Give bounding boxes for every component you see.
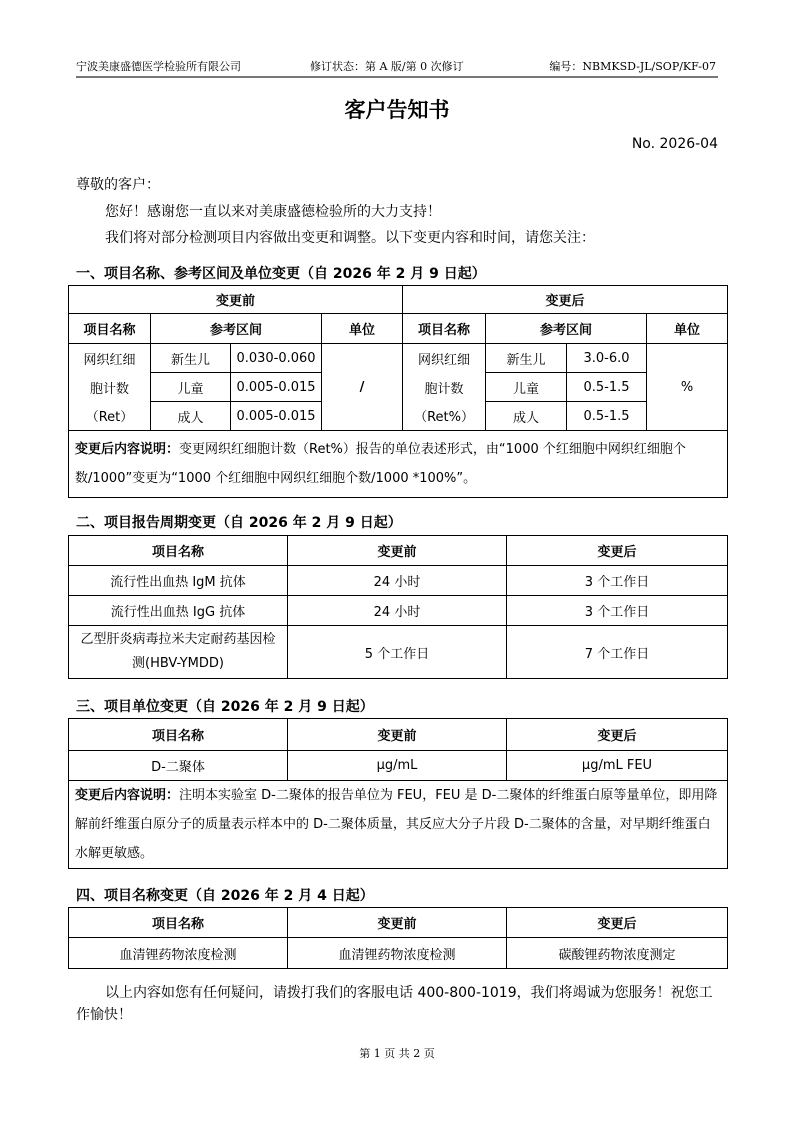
- closing-paragraph: 以上内容如您有任何疑问，请拨打我们的客服电话 400-800-1019，我们将竭诚为您服务！祝您工作愉快！: [76, 985, 713, 1023]
- doc-number: No. 2026-04: [631, 136, 718, 152]
- before-item-name: 网织红细: [69, 344, 151, 373]
- table-row: [69, 566, 728, 596]
- note-label: 变更后内容说明：: [75, 442, 180, 457]
- section3-note: [69, 781, 728, 869]
- before-item-name: （Ret）: [69, 402, 151, 431]
- note-text: 注明本实验室 D-二聚体的报告单位为 FEU，FEU 是 D-二聚体的纤维蛋白原等量单位，即用降解前纤维蛋白原分子的质量表示样本中的 D-二聚体质量，其反应大分子片段 D-二聚体的含量，对早期纤维蛋白水解更敏感。: [75, 788, 718, 861]
- header-revision: 修订状态：第 A 版/第 0 次修订: [310, 60, 464, 73]
- section2-heading: 二、项目报告周期变更（自 2026 年 2 月 9 日起）: [76, 515, 402, 531]
- col-header: 项目名称: [69, 536, 288, 566]
- range-cell: 0.005-0.015: [231, 373, 322, 402]
- section2-table: [68, 535, 728, 679]
- range-cell: 0.005-0.015: [231, 402, 322, 431]
- greeting: 尊敬的客户：: [76, 177, 160, 193]
- before-item-name: 胞计数: [69, 373, 151, 402]
- table-row: [69, 596, 728, 626]
- section1-heading: 一、项目名称、参考区间及单位变更（自 2026 年 2 月 9 日起）: [76, 266, 486, 282]
- item-name: D-二聚体: [69, 751, 288, 781]
- group-cell: 新生儿: [151, 344, 231, 373]
- before-value: 5 个工作日: [288, 626, 507, 679]
- section1-note: [69, 431, 728, 498]
- item-name: 流行性出血热 IgG 抗体: [69, 596, 288, 626]
- page-title: 客户告知书: [344, 98, 450, 122]
- after-item-name: 胞计数: [403, 373, 486, 402]
- table-row: [69, 938, 728, 969]
- intro-line: 我们将对部分检测项目内容做出变更和调整。以下变更内容和时间，请您关注：: [105, 230, 595, 246]
- section4-table: [68, 907, 728, 969]
- col-header: 参考区间: [486, 314, 647, 344]
- range-cell: 0.5-1.5: [567, 402, 647, 431]
- page-footer: 第 1 页 共 2 页: [359, 1047, 435, 1060]
- col-header: 项目名称: [69, 719, 288, 751]
- range-cell: 3.0-6.0: [567, 344, 647, 373]
- group-cell: 儿童: [486, 373, 567, 402]
- col-header: 参考区间: [151, 314, 322, 344]
- section3-heading: 三、项目单位变更（自 2026 年 2 月 9 日起）: [76, 699, 374, 715]
- note-text: 变更网织红细胞计数（Ret%）报告的单位表述形式，由“1000 个红细胞中网织红细胞个数/1000”变更为“1000 个红细胞中网织红细胞个数/1000 *100%”。: [75, 442, 686, 486]
- after-header: 变更后: [403, 286, 728, 314]
- col-header: 项目名称: [403, 314, 486, 344]
- before-value: 24 小时: [288, 596, 507, 626]
- after-value: 3 个工作日: [507, 596, 728, 626]
- after-unit: %: [647, 344, 728, 431]
- col-header: 单位: [322, 314, 403, 344]
- section1-table: [68, 285, 728, 498]
- before-value: 血清锂药物浓度检测: [288, 938, 507, 969]
- item-name: 流行性出血热 IgM 抗体: [69, 566, 288, 596]
- after-value: 碳酸锂药物浓度测定: [507, 938, 728, 969]
- table-row: [69, 751, 728, 781]
- before-unit: /: [322, 344, 403, 431]
- col-header: 变更后: [507, 908, 728, 938]
- col-header: 项目名称: [69, 314, 151, 344]
- col-header: 变更后: [507, 719, 728, 751]
- col-header: 变更前: [288, 536, 507, 566]
- note-label: 变更后内容说明：: [75, 788, 180, 803]
- section3-table: [68, 718, 728, 869]
- item-name: 血清锂药物浓度检测: [69, 938, 288, 969]
- range-cell: 0.030-0.060: [231, 344, 322, 373]
- before-header: 变更前: [69, 286, 403, 314]
- after-item-name: 网织红细: [403, 344, 486, 373]
- before-value: 24 小时: [288, 566, 507, 596]
- before-value: μg/mL: [288, 751, 507, 781]
- group-cell: 儿童: [151, 373, 231, 402]
- col-header: 单位: [647, 314, 728, 344]
- group-cell: 成人: [151, 402, 231, 431]
- header-divider: [76, 76, 718, 78]
- section4-heading: 四、项目名称变更（自 2026 年 2 月 4 日起）: [76, 888, 374, 904]
- range-cell: 0.5-1.5: [567, 373, 647, 402]
- after-value: 3 个工作日: [507, 566, 728, 596]
- after-value: 7 个工作日: [507, 626, 728, 679]
- item-name: 乙型肝炎病毒拉米夫定耐药基因检测(HBV-YMDD): [69, 626, 288, 679]
- group-cell: 成人: [486, 402, 567, 431]
- col-header: 项目名称: [69, 908, 288, 938]
- after-value: μg/mL FEU: [507, 751, 728, 781]
- col-header: 变更后: [507, 536, 728, 566]
- header-company: 宁波美康盛德医学检验所有限公司: [76, 60, 241, 73]
- after-item-name: （Ret%）: [403, 402, 486, 431]
- col-header: 变更前: [288, 719, 507, 751]
- intro-line: 您好！感谢您一直以来对美康盛德检验所的大力支持！: [105, 204, 441, 220]
- group-cell: 新生儿: [486, 344, 567, 373]
- col-header: 变更前: [288, 908, 507, 938]
- header-code: 编号：NBMKSD-JL/SOP/KF-07: [549, 60, 716, 73]
- table-row: [69, 626, 728, 679]
